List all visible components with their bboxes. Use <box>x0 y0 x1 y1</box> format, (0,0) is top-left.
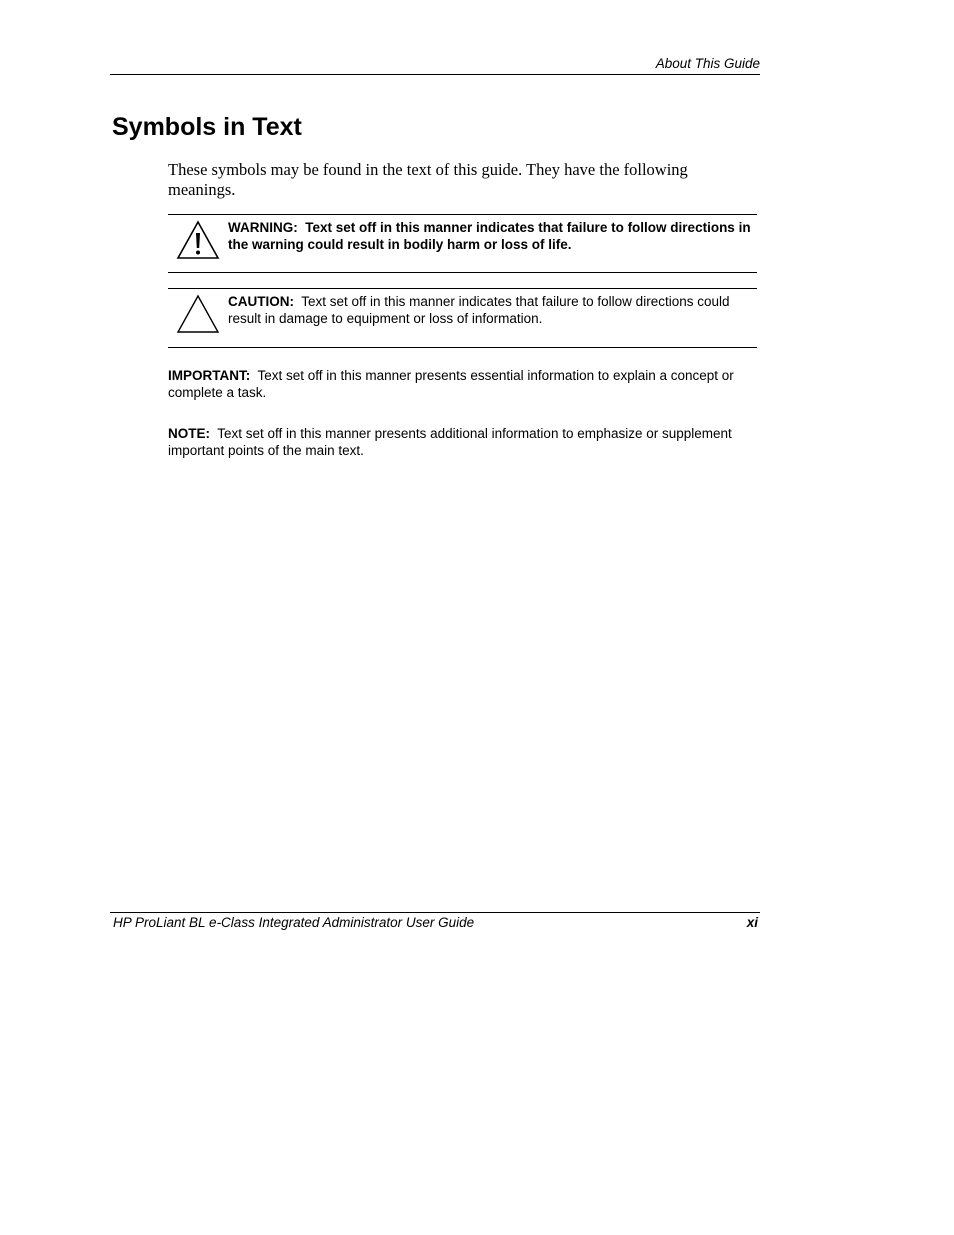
caution-text-block <box>228 294 757 327</box>
caution-notice <box>168 288 757 348</box>
caution-label: CAUTION: <box>228 294 294 309</box>
note-paragraph <box>168 426 760 459</box>
important-paragraph <box>168 368 760 401</box>
caution-triangle-icon <box>176 294 220 334</box>
page-number: xi <box>746 915 758 930</box>
warning-exclamation-triangle-icon <box>176 220 220 260</box>
footer-document-title: HP ProLiant BL e-Class Integrated Administrator User Guide <box>113 915 475 930</box>
running-header: About This Guide <box>655 56 760 71</box>
warning-notice <box>168 214 757 273</box>
page-title: Symbols in Text <box>112 113 302 141</box>
warning-text-block <box>228 219 757 253</box>
footer-divider <box>110 912 760 913</box>
header-divider <box>110 74 760 75</box>
important-label: IMPORTANT: <box>168 368 251 383</box>
note-text: Text set off in this manner presents additional information to emphasize or supplement important points of the main text. <box>168 426 732 458</box>
note-label: NOTE: <box>168 426 210 441</box>
caution-text: Text set off in this manner indicates that failure to follow directions could result in damage to equipment or loss of information. <box>228 294 730 326</box>
important-text: Text set off in this manner presents essential information to explain a concept or complete a task. <box>168 368 734 400</box>
warning-label: WARNING: <box>228 220 298 235</box>
warning-text: Text set off in this manner indicates that failure to follow directions in the warning could result in bodily harm or loss of life. <box>228 220 751 252</box>
intro-paragraph: These symbols may be found in the text of this guide. They have the following meanings. <box>168 160 688 199</box>
